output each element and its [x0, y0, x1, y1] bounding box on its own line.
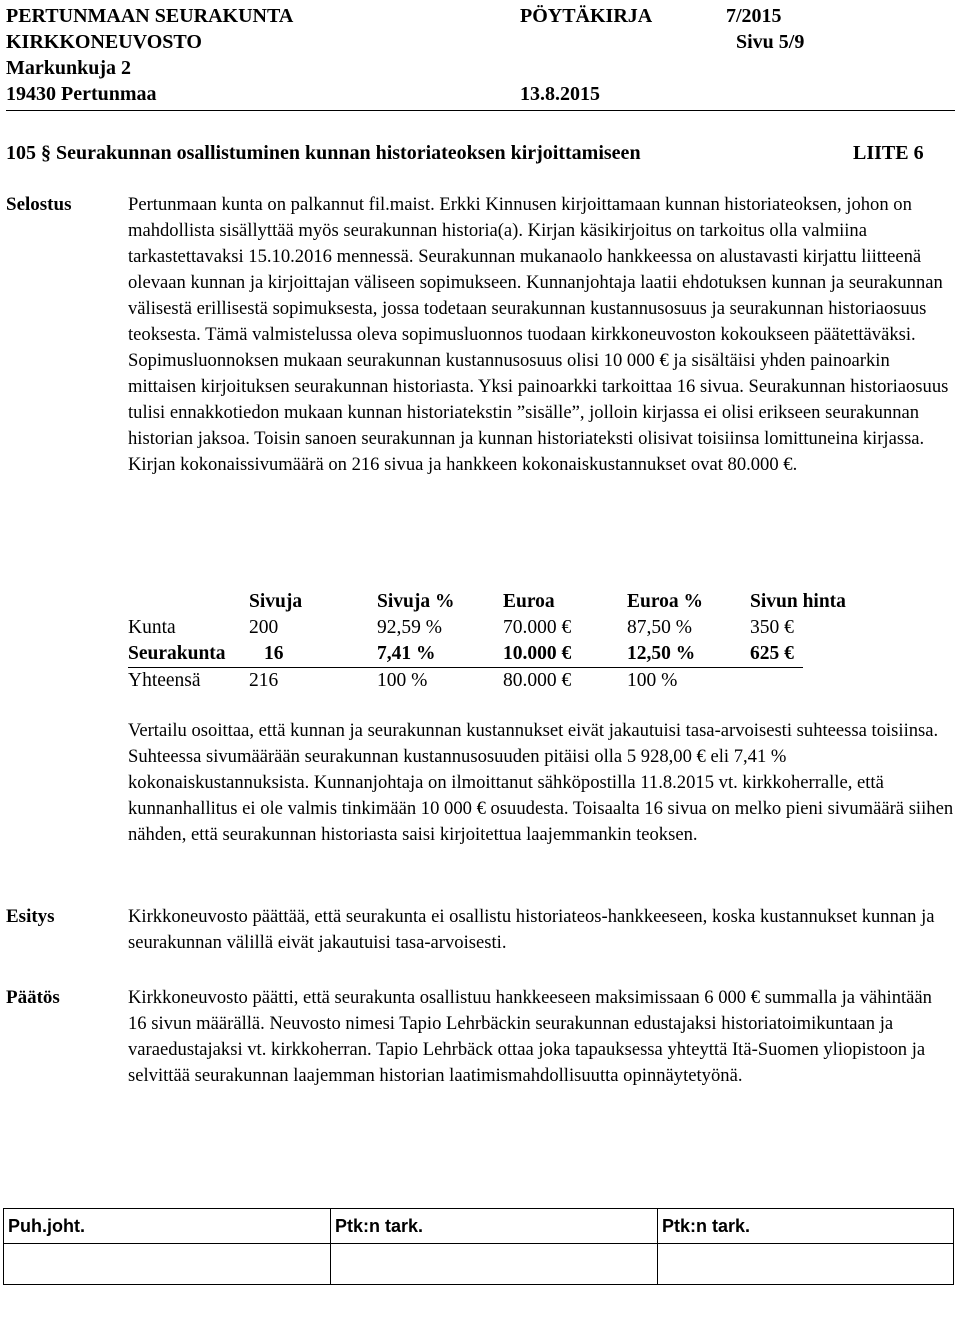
street-address: Markunkuja 2 — [6, 57, 132, 79]
table-row-yhteensa — [128, 668, 888, 694]
table-cell: 100 % — [627, 670, 678, 691]
esitys-label: Esitys — [6, 906, 55, 927]
ptk-tark-cell-1: Ptk:n tark. — [331, 1209, 658, 1244]
document-type: PÖYTÄKIRJA — [520, 5, 653, 27]
header-sivun-hinta: Sivun hinta — [750, 591, 846, 612]
cost-table-header — [128, 589, 888, 615]
document-number: 7/2015 — [726, 5, 782, 27]
selostus-label: Selostus — [6, 194, 72, 215]
header-divider — [6, 110, 955, 111]
header-sivuja-percent: Sivuja % — [377, 591, 455, 612]
selostus-text — [128, 192, 954, 478]
table-cell: 7,41 % — [377, 643, 436, 664]
signature-table — [3, 1208, 954, 1285]
table-cell: 12,50 % — [627, 643, 696, 664]
table-cell: Seurakunta — [128, 643, 226, 664]
selostus-paragraph: Pertunmaan kunta on palkannut fil.maist. Erkki Kinnusen kirjoittamaan kunnan historiateoksen, johon on mahdollista sisällyttää myös seurakunnan historia(a). Kirjan käsikirjoitus on tarkoitus olla valmiina tarkastettavaksi 15.10.2016 mennessä. Seurakunnan mukanaolo hankkeessa on alustavasti kirjattu liitteenä olevaan kunnan ja kirjoittajan väliseen sopimukseen. Kunnanjohtaja laatii ehdotuksen kunnan ja seurakunnan välisestä erillisestä sopimuksesta, jossa todetaan seurakunnan kustannusosuus ja seurakunnan historiaosuus teoksesta. Tämä valmistelussa oleva sopimusluonnos tuodaan kirkkoneuvoston kokoukseen päätettäväksi. Sopimusluonnoksen mukaan seurakunnan kustannusosuus olisi 10 000 € ja sisältäisi yhden painoarkin mittaisen kirjoituksen seurakunnan historiasta. Yksi painoarkki tarkoittaa 16 sivua. Seurakunnan historiaosuus tulisi ennakkotiedon mukaan kunnan historiatekstin ”sisälle”, jolloin kirjassa ei olisi erikseen seurakunnan historian jaksoa. Toisin sanoen seurakunnan ja kunnan historiateksti olisivat toisiinsa lomittuneina kirjassa. Kirjan kokonaissivumäärä on 216 sivua ja hankkeen kokonaiskustannukset ovat 80.000 €. — [128, 194, 949, 475]
esitys-paragraph: Kirkkoneuvosto päättää, että seurakunta ei osallistu historiateos-hankkeeseen, koska kustannukset kunnan ja seurakunnan välillä eivät jakautuisi tasa-arvoisesti. — [128, 906, 935, 953]
table-cell: 216 — [249, 670, 279, 691]
signature-space-1 — [4, 1244, 331, 1285]
signature-space-3 — [658, 1244, 954, 1285]
table-cell: Kunta — [128, 617, 176, 638]
table-cell: 10.000 € — [503, 643, 572, 664]
table-cell: 80.000 € — [503, 670, 572, 691]
vertailu-text — [128, 718, 954, 848]
table-row-seurakunta — [128, 641, 803, 668]
signature-space-2 — [331, 1244, 658, 1285]
organization-name: PERTUNMAAN SEURAKUNTA — [6, 5, 294, 27]
body-name: KIRKKONEUVOSTO — [6, 31, 202, 53]
table-cell: 87,50 % — [627, 617, 692, 638]
postal-address: 19430 Pertunmaa — [6, 83, 157, 105]
table-cell: 92,59 % — [377, 617, 442, 638]
esitys-text — [128, 904, 954, 956]
table-cell: 16 — [264, 643, 284, 664]
paatos-text — [128, 985, 954, 1089]
cost-table — [128, 589, 888, 694]
page-number: Sivu 5/9 — [736, 31, 805, 53]
table-cell: 350 € — [750, 617, 794, 638]
puh-joht-cell: Puh.joht. — [4, 1209, 331, 1244]
vertailu-paragraph: Vertailu osoittaa, että kunnan ja seurakunnan kustannukset eivät jakautuisi tasa-arvoisesti suhteessa toisiinsa. Suhteessa sivumäärään seurakunnan kustannusosuuden pitäisi olla 5 928,00 € eli 7,41 % kokonaiskustannuksista. Kunnanjohtaja on ilmoittanut sähköpostilla 11.8.2015 vt. kirkkoherralle, että kunnanhallitus ei ole valmis tinkimään 10 000 € osuudesta. Toisaalta 16 sivua on melko pieni sivumäärä siihen nähden, että seurakunnan historiasta saisi kirjoitettua laajemmankin teoksen. — [128, 720, 954, 845]
paatos-paragraph: Kirkkoneuvosto päätti, että seurakunta osallistuu hankkeeseen maksimissaan 6 000 € summalla ja vähintään 16 sivun määrällä. Neuvosto nimesi Tapio Lehrbäckin seurakunnan edustajaksi historiatoimikuntaan ja varaedustajaksi vt. kirkkoherran. Tapio Lehrbäck ottaa joka tapauksessa yhteyttä Itä-Suomen yliopistoon ja selvittää seurakunnan laajemman historian laatimismahdollisuutta opinnäytetyönä. — [128, 987, 932, 1086]
header-euroa: Euroa — [503, 591, 555, 612]
table-cell: Yhteensä — [128, 670, 201, 691]
section-title: 105 § Seurakunnan osallistuminen kunnan historiateoksen kirjoittamiseen — [6, 142, 641, 164]
table-cell: 100 % — [377, 670, 428, 691]
table-cell: 625 € — [750, 643, 794, 664]
header-sivuja: Sivuja — [249, 591, 303, 612]
table-row-kunta — [128, 615, 888, 641]
paatos-label: Päätös — [6, 987, 60, 1008]
attachment-label: LIITE 6 — [853, 142, 924, 164]
table-cell: 70.000 € — [503, 617, 572, 638]
meeting-date: 13.8.2015 — [520, 83, 600, 105]
table-cell: 200 — [249, 617, 279, 638]
ptk-tark-cell-2: Ptk:n tark. — [658, 1209, 954, 1244]
header-euroa-percent: Euroa % — [627, 591, 704, 612]
